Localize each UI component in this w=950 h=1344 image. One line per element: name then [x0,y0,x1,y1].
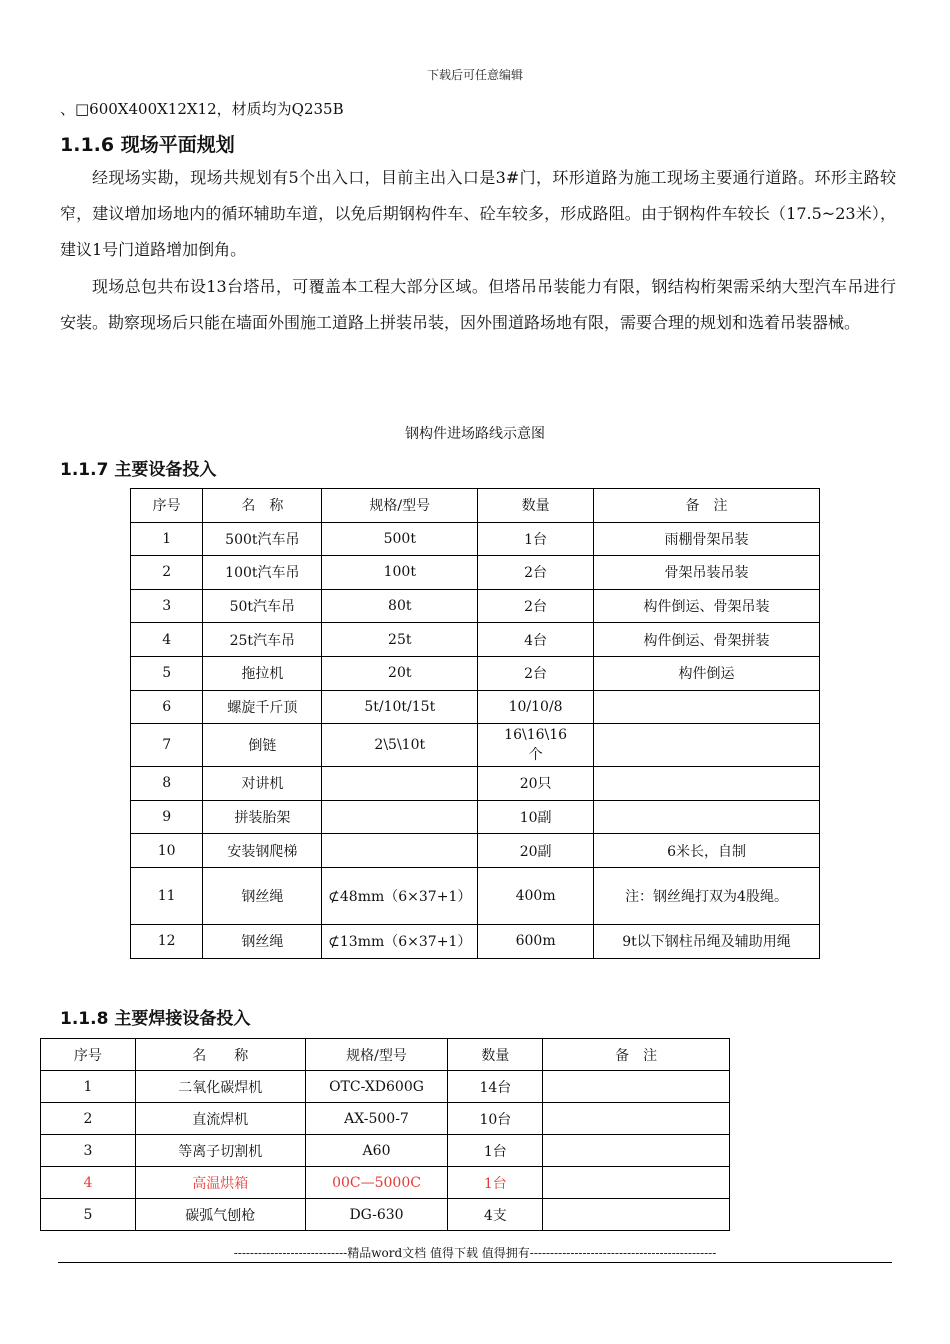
table-cell: 4台 [478,623,594,657]
table-cell: AX-500-7 [305,1103,448,1135]
table-cell: 10副 [478,800,594,834]
section-116-title: 1.1.6 现场平面规划 [60,134,235,156]
table-cell: 对讲机 [203,767,322,801]
table-cell: 50t汽车吊 [203,589,322,623]
table-row [131,834,820,868]
table-cell: 6 [131,690,203,724]
table-cell: 2台 [478,589,594,623]
table-cell [594,724,820,767]
table-cell: 100t汽车吊 [203,556,322,590]
table-cell [322,767,478,801]
equipment-table [130,488,820,959]
table-cell: 2\5\10t [322,724,478,767]
table-cell: 倒链 [203,724,322,767]
header-cell: 名 称 [203,489,322,523]
header-cell: 名 称 [135,1039,305,1071]
table-cell: 3 [41,1135,136,1167]
table-cell: A60 [305,1135,448,1167]
table-cell: 4支 [448,1199,543,1231]
figure-caption: 钢构件进场路线示意图 [405,426,545,442]
table-cell: 构件倒运 [594,656,820,690]
table-row [131,767,820,801]
table-header-row [131,489,820,523]
table-cell: 2台 [478,556,594,590]
continuation-line: 、□600X400X12X12，材质均为Q235B [60,100,344,118]
table-cell: 20t [322,656,478,690]
table-cell: 16\16\16个 [478,724,594,767]
table-cell: 骨架吊装吊装 [594,556,820,590]
table-cell: 1台 [478,522,594,556]
table-row [131,924,820,958]
header-cell: 规格/型号 [305,1039,448,1071]
table-cell: 500t [322,522,478,556]
table-cell: 拖拉机 [203,656,322,690]
table-cell: 高温烘箱 [135,1167,305,1199]
table-cell [594,690,820,724]
table-cell: 25t [322,623,478,657]
table-cell: 20副 [478,834,594,868]
header-cell: 序号 [131,489,203,523]
table-cell: 钢丝绳 [203,867,322,924]
table-row-highlighted [41,1167,730,1199]
table-row [131,690,820,724]
table-cell: OTC-XD600G [305,1071,448,1103]
table-cell: 螺旋千斤顶 [203,690,322,724]
table-cell: 3 [131,589,203,623]
table-cell [594,800,820,834]
table-cell: 10台 [448,1103,543,1135]
table-cell: 14台 [448,1071,543,1103]
table-cell: 10/10/8 [478,690,594,724]
header-cell: 数量 [448,1039,543,1071]
table-header-row [41,1039,730,1071]
table-cell: 100t [322,556,478,590]
table-row [131,867,820,924]
page-footer: ----------------------------精品word文档 值得下载 值得拥有---------------------------------------------- [233,1246,717,1260]
table-cell [543,1103,730,1135]
table-cell: 400m [478,867,594,924]
table-cell: 2 [131,556,203,590]
header-cell: 序号 [41,1039,136,1071]
table-cell: 12 [131,924,203,958]
table-cell: 2 [41,1103,136,1135]
table-cell: 碳弧气刨枪 [135,1199,305,1231]
table-cell: 7 [131,724,203,767]
table-row [131,556,820,590]
table-cell: 80t [322,589,478,623]
table-row [41,1071,730,1103]
table-cell: 钢丝绳 [203,924,322,958]
table-cell: DG-630 [305,1199,448,1231]
table-row [131,623,820,657]
table-cell: 4 [41,1167,136,1199]
table-cell: 1 [41,1071,136,1103]
table-cell: 25t汽车吊 [203,623,322,657]
table-cell: 10 [131,834,203,868]
table-cell: 600m [478,924,594,958]
table-row [131,724,820,767]
table-cell: 二氧化碳焊机 [135,1071,305,1103]
section-118-title: 1.1.8 主要焊接设备投入 [60,1009,251,1029]
table-cell [322,834,478,868]
table-cell: 雨棚骨架吊装 [594,522,820,556]
table-cell [543,1135,730,1167]
table-cell: 8 [131,767,203,801]
section-117-title: 1.1.7 主要设备投入 [60,460,217,480]
table-cell: 9 [131,800,203,834]
table-cell: 构件倒运、骨架拼装 [594,623,820,657]
table-cell: ⊄48mm（6×37+1） [322,867,478,924]
header-cell: 备 注 [594,489,820,523]
table-cell: 注：钢丝绳打双为4股绳。 [594,867,820,924]
table-row [131,522,820,556]
table-cell: ⊄13mm（6×37+1） [322,924,478,958]
table-cell: 11 [131,867,203,924]
table-cell: 5t/10t/15t [322,690,478,724]
table-cell: 4 [131,623,203,657]
table-row [41,1103,730,1135]
table-cell: 5 [131,656,203,690]
table-cell [594,767,820,801]
table-cell: 构件倒运、骨架吊装 [594,589,820,623]
header-cell: 规格/型号 [322,489,478,523]
table-cell: 1台 [448,1167,543,1199]
paragraph-2: 现场总包共布设13台塔吊，可覆盖本工程大部分区域。但塔吊吊装能力有限，钢结构桁架需采纳大型汽车吊进行安装。勘察现场后只能在墙面外围施工道路上拼装吊装，因外围道路场地有限，需要合理的规划和选着吊装器械。 [60,277,896,332]
paragraph-1: 经现场实勘，现场共规划有5个出入口，目前主出入口是3#门，环形道路为施工现场主要通行道路。环形主路较窄，建议增加场地内的循环辅助车道，以免后期钢构件车、砼车较多，形成路阻。由于钢构件车较长（17.5~23米），建议1号门道路增加倒角。 [60,168,896,259]
welding-equipment-table [40,1038,730,1231]
table-cell: 拼装胎架 [203,800,322,834]
table-cell: 直流焊机 [135,1103,305,1135]
table-cell: 9t以下钢柱吊绳及辅助用绳 [594,924,820,958]
header-cell: 数量 [478,489,594,523]
table-cell [322,800,478,834]
page-header: 下载后可任意编辑 [426,68,523,82]
table-row [131,656,820,690]
table-cell: 1 [131,522,203,556]
table-cell [543,1199,730,1231]
table-row [41,1135,730,1167]
footer-rule [58,1262,892,1263]
table-cell: 6米长，自制 [594,834,820,868]
table-cell: 500t汽车吊 [203,522,322,556]
table-cell: 20只 [478,767,594,801]
table-cell: 2台 [478,656,594,690]
table-cell: 安装钢爬梯 [203,834,322,868]
table-cell: 等离子切割机 [135,1135,305,1167]
table-row [131,589,820,623]
table-row [41,1199,730,1231]
table-cell: 00C—5000C [305,1167,448,1199]
table-cell: 5 [41,1199,136,1231]
table-cell [543,1167,730,1199]
table-row [131,800,820,834]
table-cell: 1台 [448,1135,543,1167]
table-cell [543,1071,730,1103]
header-cell: 备 注 [543,1039,730,1071]
